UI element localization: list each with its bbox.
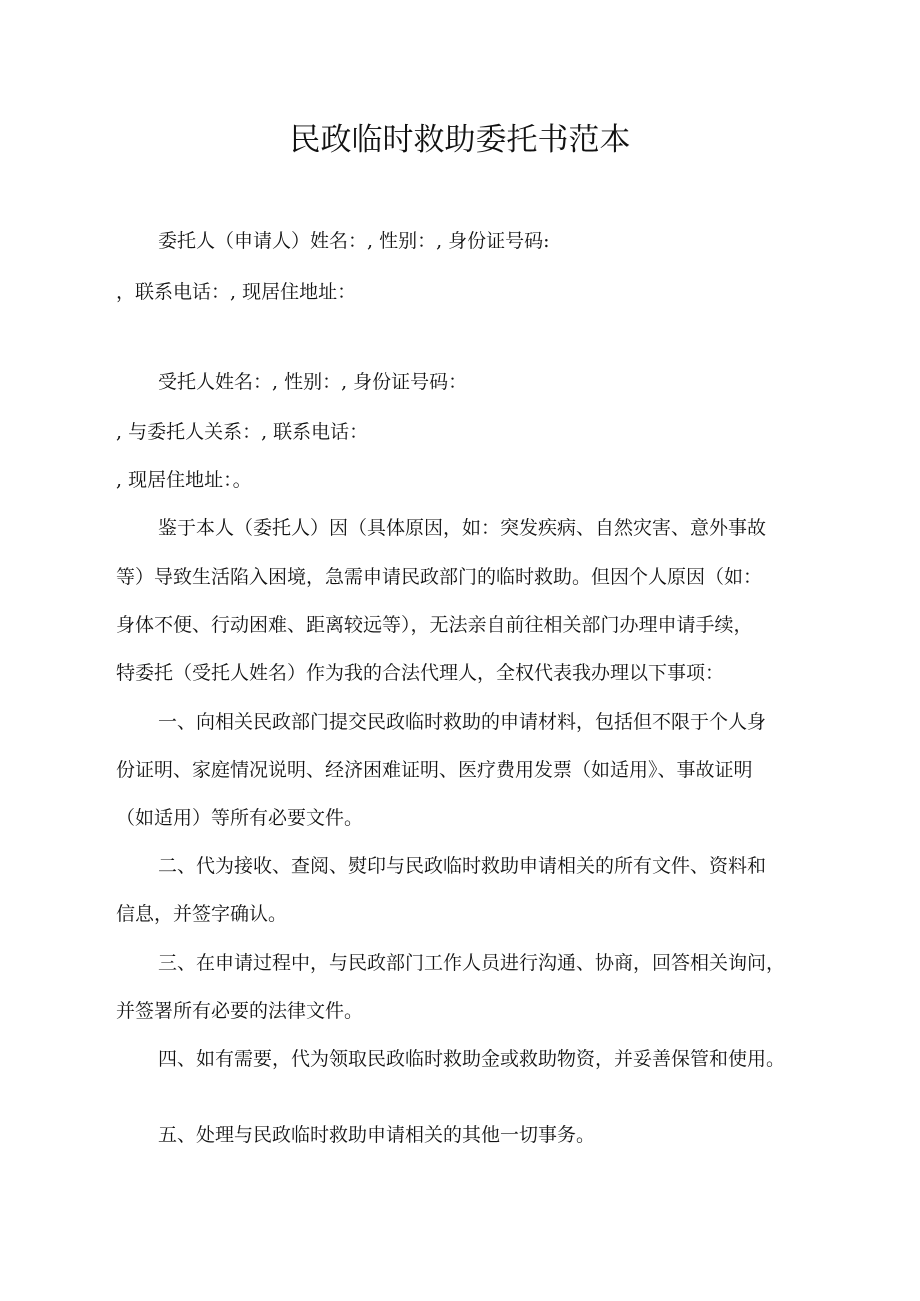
item-one-line-1: 一、向相关民政部门提交民政临时救助的申请材料，包括但不限于个人身 (158, 711, 767, 733)
document-title: 民政临时救助委托书范本 (289, 122, 631, 158)
agent-info-line-3: , 现居住地址：。 (116, 469, 252, 491)
item-four-line-1: 四、如有需要，代为领取民政临时救助金或救助物资，并妥善保管和使用。 (158, 1048, 786, 1070)
reason-paragraph-line-3: 身体不便、行动困难、距离较远等），无法亲自前往相关部门办理申请手续， (116, 614, 753, 636)
item-one-line-3: （如适用）等所有必要文件。 (116, 807, 364, 829)
item-three-line-2: 并签署所有必要的法律文件。 (116, 1000, 364, 1022)
item-one-line-2: 份证明、家庭情况说明、经济困难证明、医疗费用发票（如适用》、事故证明 (116, 759, 753, 781)
item-five-line-1: 五、处理与民政临时救助申请相关的其他一切事务。 (158, 1124, 596, 1146)
agent-info-line-1: 受托人姓名：, 性别：, 身份证号码： (158, 371, 468, 393)
agent-info-line-2: , 与委托人关系：, 联系电话： (116, 421, 369, 443)
reason-paragraph-line-4: 特委托（受托人姓名）作为我的合法代理人，全权代表我办理以下事项： (116, 662, 725, 684)
item-two-line-2: 信息，并签字确认。 (116, 903, 288, 925)
reason-paragraph-line-2: 等）导致生活陷入困境，急需申请民政部门的临时救助。但因个人原因（如： (116, 566, 763, 588)
item-two-line-1: 二、代为接收、查阅、熨印与民政临时救助申请相关的所有文件、资料和 (158, 855, 767, 877)
principal-info-line-2: ，联系电话：, 现居住地址： (116, 281, 357, 303)
item-three-line-1: 三、在申请过程中，与民政部门工作人员进行沟通、协商，回答相关询问， (158, 952, 786, 974)
principal-info-line-1: 委托人（申请人）姓名：, 性别：, 身份证号码: (158, 230, 550, 252)
reason-paragraph-line-1: 鉴于本人（委托人）因（具体原因，如：突发疾病、自然灾害、意外事故 (158, 517, 767, 539)
